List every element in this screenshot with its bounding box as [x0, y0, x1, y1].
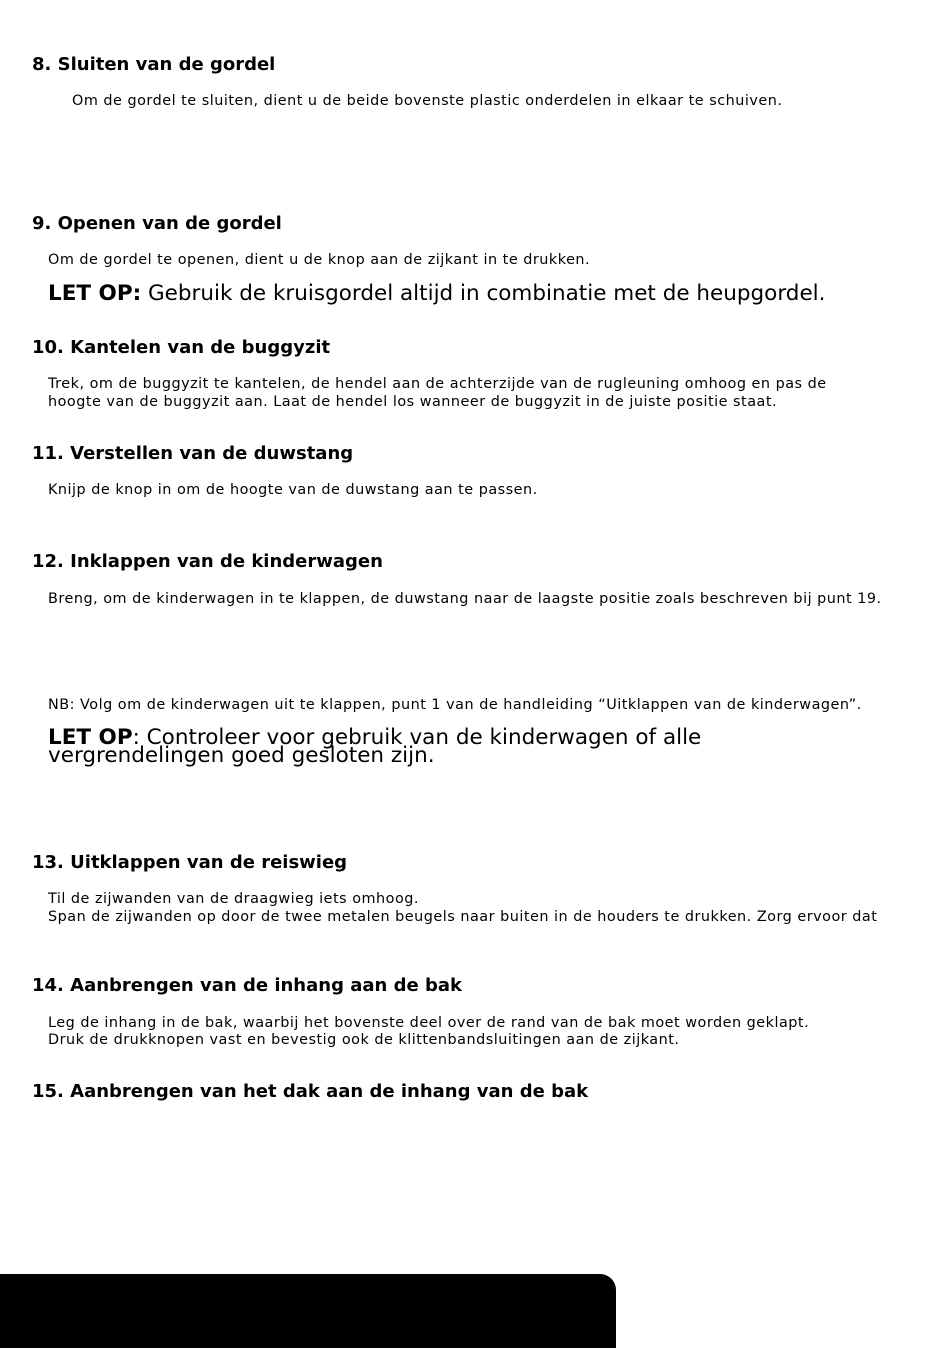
section-10-line-2: hoogte van de buggyzit aan. Laat de hendel los wanneer de buggyzit in de juiste positie staat.	[48, 394, 778, 410]
section-9-heading: 9. Openen van de gordel	[32, 213, 282, 234]
section-15-heading: 15. Aanbrengen van het dak aan de inhang van de bak	[32, 1081, 589, 1102]
section-11-text: Knijp de knop in om de hoogte van de duwstang aan te passen.	[48, 482, 538, 498]
section-10-heading: 10. Kantelen van de buggyzit	[32, 337, 331, 358]
warning-text: Gebruik de kruisgordel altijd in combinatie met de heupgordel.	[141, 281, 826, 306]
section-8-heading: 8. Sluiten van de gordel	[32, 54, 276, 75]
section-14-line-2: Druk de drukknopen vast en bevestig ook de klittenbandsluitingen aan de zijkant.	[48, 1032, 680, 1048]
section-12-heading: 12. Inklappen van de kinderwagen	[32, 551, 383, 572]
section-9-warning	[48, 281, 826, 306]
section-10-line-1: Trek, om de buggyzit te kantelen, de hendel aan de achterzijde van de rugleuning omhoog en pas de	[48, 376, 827, 392]
section-14-line-1: Leg de inhang in de bak, waarbij het bovenste deel over de rand van de bak moet worden geklapt.	[48, 1015, 810, 1031]
section-13-heading: 13. Uitklappen van de reiswieg	[32, 852, 348, 873]
section-12-warning-line-2: vergrendelingen goed gesloten zijn.	[48, 743, 435, 768]
section-11-heading: 11. Verstellen van de duwstang	[32, 443, 354, 464]
warning-label: LET OP:	[48, 281, 142, 306]
warning-text: : Controleer voor gebruik van de kinderwagen of alle	[132, 725, 702, 750]
section-13-line-1: Til de zijwanden van de draagwieg iets omhoog.	[48, 891, 419, 907]
footer-bar	[0, 1274, 616, 1348]
section-9-text: Om de gordel te openen, dient u de knop aan de zijkant in te drukken.	[48, 252, 591, 268]
section-12-text: Breng, om de kinderwagen in te klappen, de duwstang naar de laagste positie zoals beschreven bij punt 19.	[48, 591, 882, 607]
section-12-nb: NB: Volg om de kinderwagen uit te klappen, punt 1 van de handleiding “Uitklappen van de kinderwagen”.	[48, 697, 862, 713]
section-8-text: Om de gordel te sluiten, dient u de beide bovenste plastic onderdelen in elkaar te schuiven.	[72, 93, 783, 109]
warning-label: LET OP	[48, 725, 133, 750]
section-13-line-2: Span de zijwanden op door de twee metalen beugels naar buiten in de houders te drukken. Zorg ervoor dat	[48, 909, 878, 925]
section-14-heading: 14. Aanbrengen van de inhang aan de bak	[32, 975, 462, 996]
